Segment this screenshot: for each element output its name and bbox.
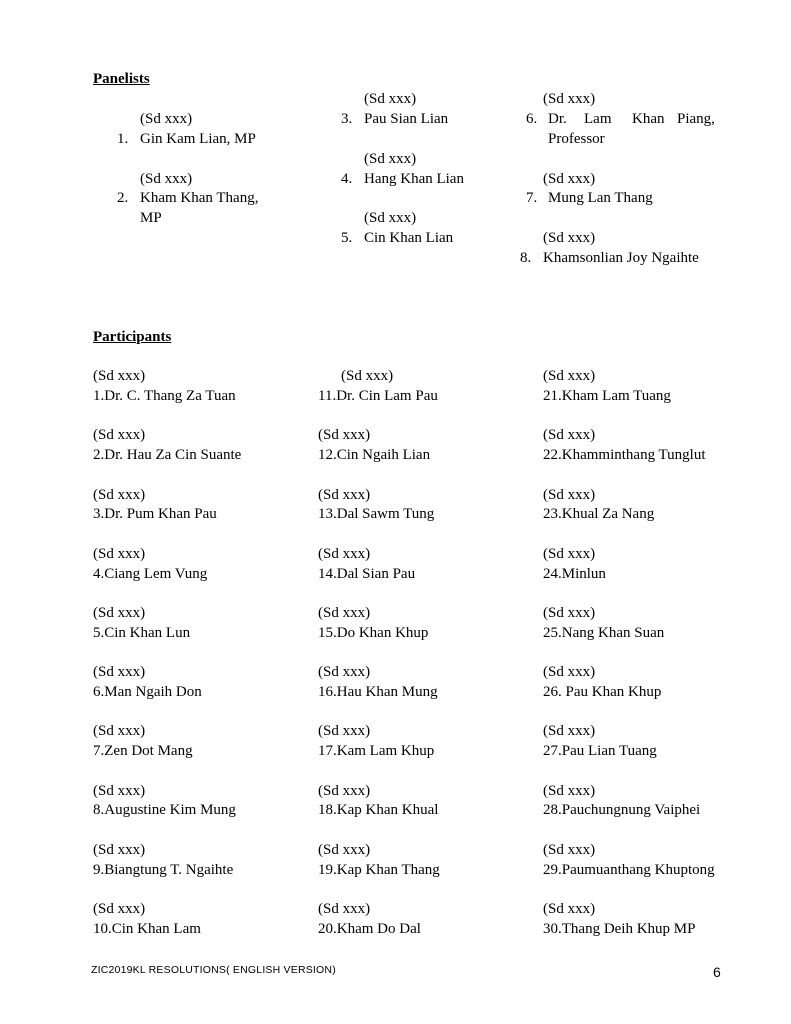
participant-name: 4.Ciang Lem Vung bbox=[93, 566, 208, 582]
panelist-5-number: 5. bbox=[341, 230, 353, 246]
participant-sd: (Sd xxx) bbox=[341, 368, 394, 384]
participant-name: 26. Pau Khan Khup bbox=[543, 684, 662, 700]
panelist-6-name-cont: Professor bbox=[548, 131, 605, 147]
participant-sd: (Sd xxx) bbox=[93, 842, 146, 858]
participant-name: 11.Dr. Cin Lam Pau bbox=[318, 388, 438, 404]
participant-sd: (Sd xxx) bbox=[93, 664, 146, 680]
participant-name: 27.Pau Lian Tuang bbox=[543, 743, 657, 759]
participant-name: 25.Nang Khan Suan bbox=[543, 625, 665, 641]
participant-name: 28.Pauchungnung Vaiphei bbox=[543, 802, 701, 818]
panelist-5-sd: (Sd xxx) bbox=[364, 210, 417, 226]
participant-sd: (Sd xxx) bbox=[543, 427, 596, 443]
panelist-6-name-word-1: Dr. bbox=[548, 111, 567, 127]
panelist-3-number: 3. bbox=[341, 111, 353, 127]
panelist-3-sd: (Sd xxx) bbox=[364, 91, 417, 107]
panelist-6-name-word-4: Piang, bbox=[677, 111, 715, 127]
participant-name: 21.Kham Lam Tuang bbox=[543, 388, 671, 404]
document-footer: ZIC2019KL RESOLUTIONS( ENGLISH VERSION) bbox=[91, 964, 336, 976]
participant-sd: (Sd xxx) bbox=[318, 783, 371, 799]
participant-sd: (Sd xxx) bbox=[318, 487, 371, 503]
page-number: 6 bbox=[713, 964, 721, 980]
participant-sd: (Sd xxx) bbox=[318, 723, 371, 739]
participant-sd: (Sd xxx) bbox=[543, 783, 596, 799]
participant-sd: (Sd xxx) bbox=[93, 487, 146, 503]
participant-sd: (Sd xxx) bbox=[543, 901, 596, 917]
participant-name: 24.Minlun bbox=[543, 566, 606, 582]
participant-sd: (Sd xxx) bbox=[543, 723, 596, 739]
participant-sd: (Sd xxx) bbox=[318, 605, 371, 621]
participant-name: 18.Kap Khan Khual bbox=[318, 802, 439, 818]
panelist-4-sd: (Sd xxx) bbox=[364, 151, 417, 167]
participant-name: 3.Dr. Pum Khan Pau bbox=[93, 506, 217, 522]
panelist-2-name-cont: MP bbox=[140, 210, 162, 226]
participant-sd: (Sd xxx) bbox=[543, 605, 596, 621]
participant-sd: (Sd xxx) bbox=[318, 842, 371, 858]
panelist-5-name: Cin Khan Lian bbox=[364, 230, 454, 246]
participant-name: 19.Kap Khan Thang bbox=[318, 862, 440, 878]
participant-name: 8.Augustine Kim Mung bbox=[93, 802, 236, 818]
panelist-3-name: Pau Sian Lian bbox=[364, 111, 449, 127]
participant-name: 2.Dr. Hau Za Cin Suante bbox=[93, 447, 242, 463]
participant-sd: (Sd xxx) bbox=[543, 368, 596, 384]
panelist-6-name-word-2: Lam bbox=[584, 111, 612, 127]
participant-name: 9.Biangtung T. Ngaihte bbox=[93, 862, 234, 878]
panelist-1-number: 1. bbox=[117, 131, 129, 147]
participant-name: 13.Dal Sawm Tung bbox=[318, 506, 435, 522]
participant-sd: (Sd xxx) bbox=[93, 901, 146, 917]
participant-name: 17.Kam Lam Khup bbox=[318, 743, 435, 759]
participant-name: 15.Do Khan Khup bbox=[318, 625, 429, 641]
participants-heading: Participants bbox=[93, 329, 172, 345]
panelist-8-sd: (Sd xxx) bbox=[543, 230, 596, 246]
participant-name: 12.Cin Ngaih Lian bbox=[318, 447, 431, 463]
participant-name: 16.Hau Khan Mung bbox=[318, 684, 438, 700]
participant-name: 20.Kham Do Dal bbox=[318, 921, 421, 937]
participant-name: 14.Dal Sian Pau bbox=[318, 566, 416, 582]
participant-name: 1.Dr. C. Thang Za Tuan bbox=[93, 388, 236, 404]
panelist-4-name: Hang Khan Lian bbox=[364, 171, 464, 187]
participant-name: 29.Paumuanthang Khuptong bbox=[543, 862, 715, 878]
panelist-2-number: 2. bbox=[117, 190, 129, 206]
participant-sd: (Sd xxx) bbox=[543, 487, 596, 503]
panelist-2-name: Kham Khan Thang, bbox=[140, 190, 259, 206]
participant-sd: (Sd xxx) bbox=[318, 427, 371, 443]
panelist-2-sd: (Sd xxx) bbox=[140, 171, 193, 187]
participant-name: 6.Man Ngaih Don bbox=[93, 684, 202, 700]
panelist-6-number: 6. bbox=[526, 111, 538, 127]
participant-name: 10.Cin Khan Lam bbox=[93, 921, 201, 937]
panelist-7-sd: (Sd xxx) bbox=[543, 171, 596, 187]
participant-sd: (Sd xxx) bbox=[543, 664, 596, 680]
participant-sd: (Sd xxx) bbox=[318, 664, 371, 680]
participant-sd: (Sd xxx) bbox=[318, 546, 371, 562]
panelist-6-sd: (Sd xxx) bbox=[543, 91, 596, 107]
participant-sd: (Sd xxx) bbox=[93, 783, 146, 799]
panelist-8-number: 8. bbox=[520, 250, 532, 266]
participant-sd: (Sd xxx) bbox=[93, 723, 146, 739]
participant-name: 5.Cin Khan Lun bbox=[93, 625, 191, 641]
panelist-4-number: 4. bbox=[341, 171, 353, 187]
participant-name: 23.Khual Za Nang bbox=[543, 506, 655, 522]
participant-sd: (Sd xxx) bbox=[93, 605, 146, 621]
panelist-7-number: 7. bbox=[526, 190, 538, 206]
panelists-heading: Panelists bbox=[93, 71, 150, 87]
participant-name: 7.Zen Dot Mang bbox=[93, 743, 193, 759]
participant-sd: (Sd xxx) bbox=[93, 368, 146, 384]
participant-sd: (Sd xxx) bbox=[543, 842, 596, 858]
panelist-1-sd: (Sd xxx) bbox=[140, 111, 193, 127]
participant-sd: (Sd xxx) bbox=[93, 427, 146, 443]
participant-name: 30.Thang Deih Khup MP bbox=[543, 921, 696, 937]
participant-sd: (Sd xxx) bbox=[543, 546, 596, 562]
participant-sd: (Sd xxx) bbox=[93, 546, 146, 562]
panelist-7-name: Mung Lan Thang bbox=[548, 190, 653, 206]
panelist-8-name: Khamsonlian Joy Ngaihte bbox=[543, 250, 699, 266]
participant-sd: (Sd xxx) bbox=[318, 901, 371, 917]
participant-name: 22.Khamminthang Tunglut bbox=[543, 447, 706, 463]
panelist-6-name-word-3: Khan bbox=[632, 111, 665, 127]
panelist-1-name: Gin Kam Lian, MP bbox=[140, 131, 256, 147]
